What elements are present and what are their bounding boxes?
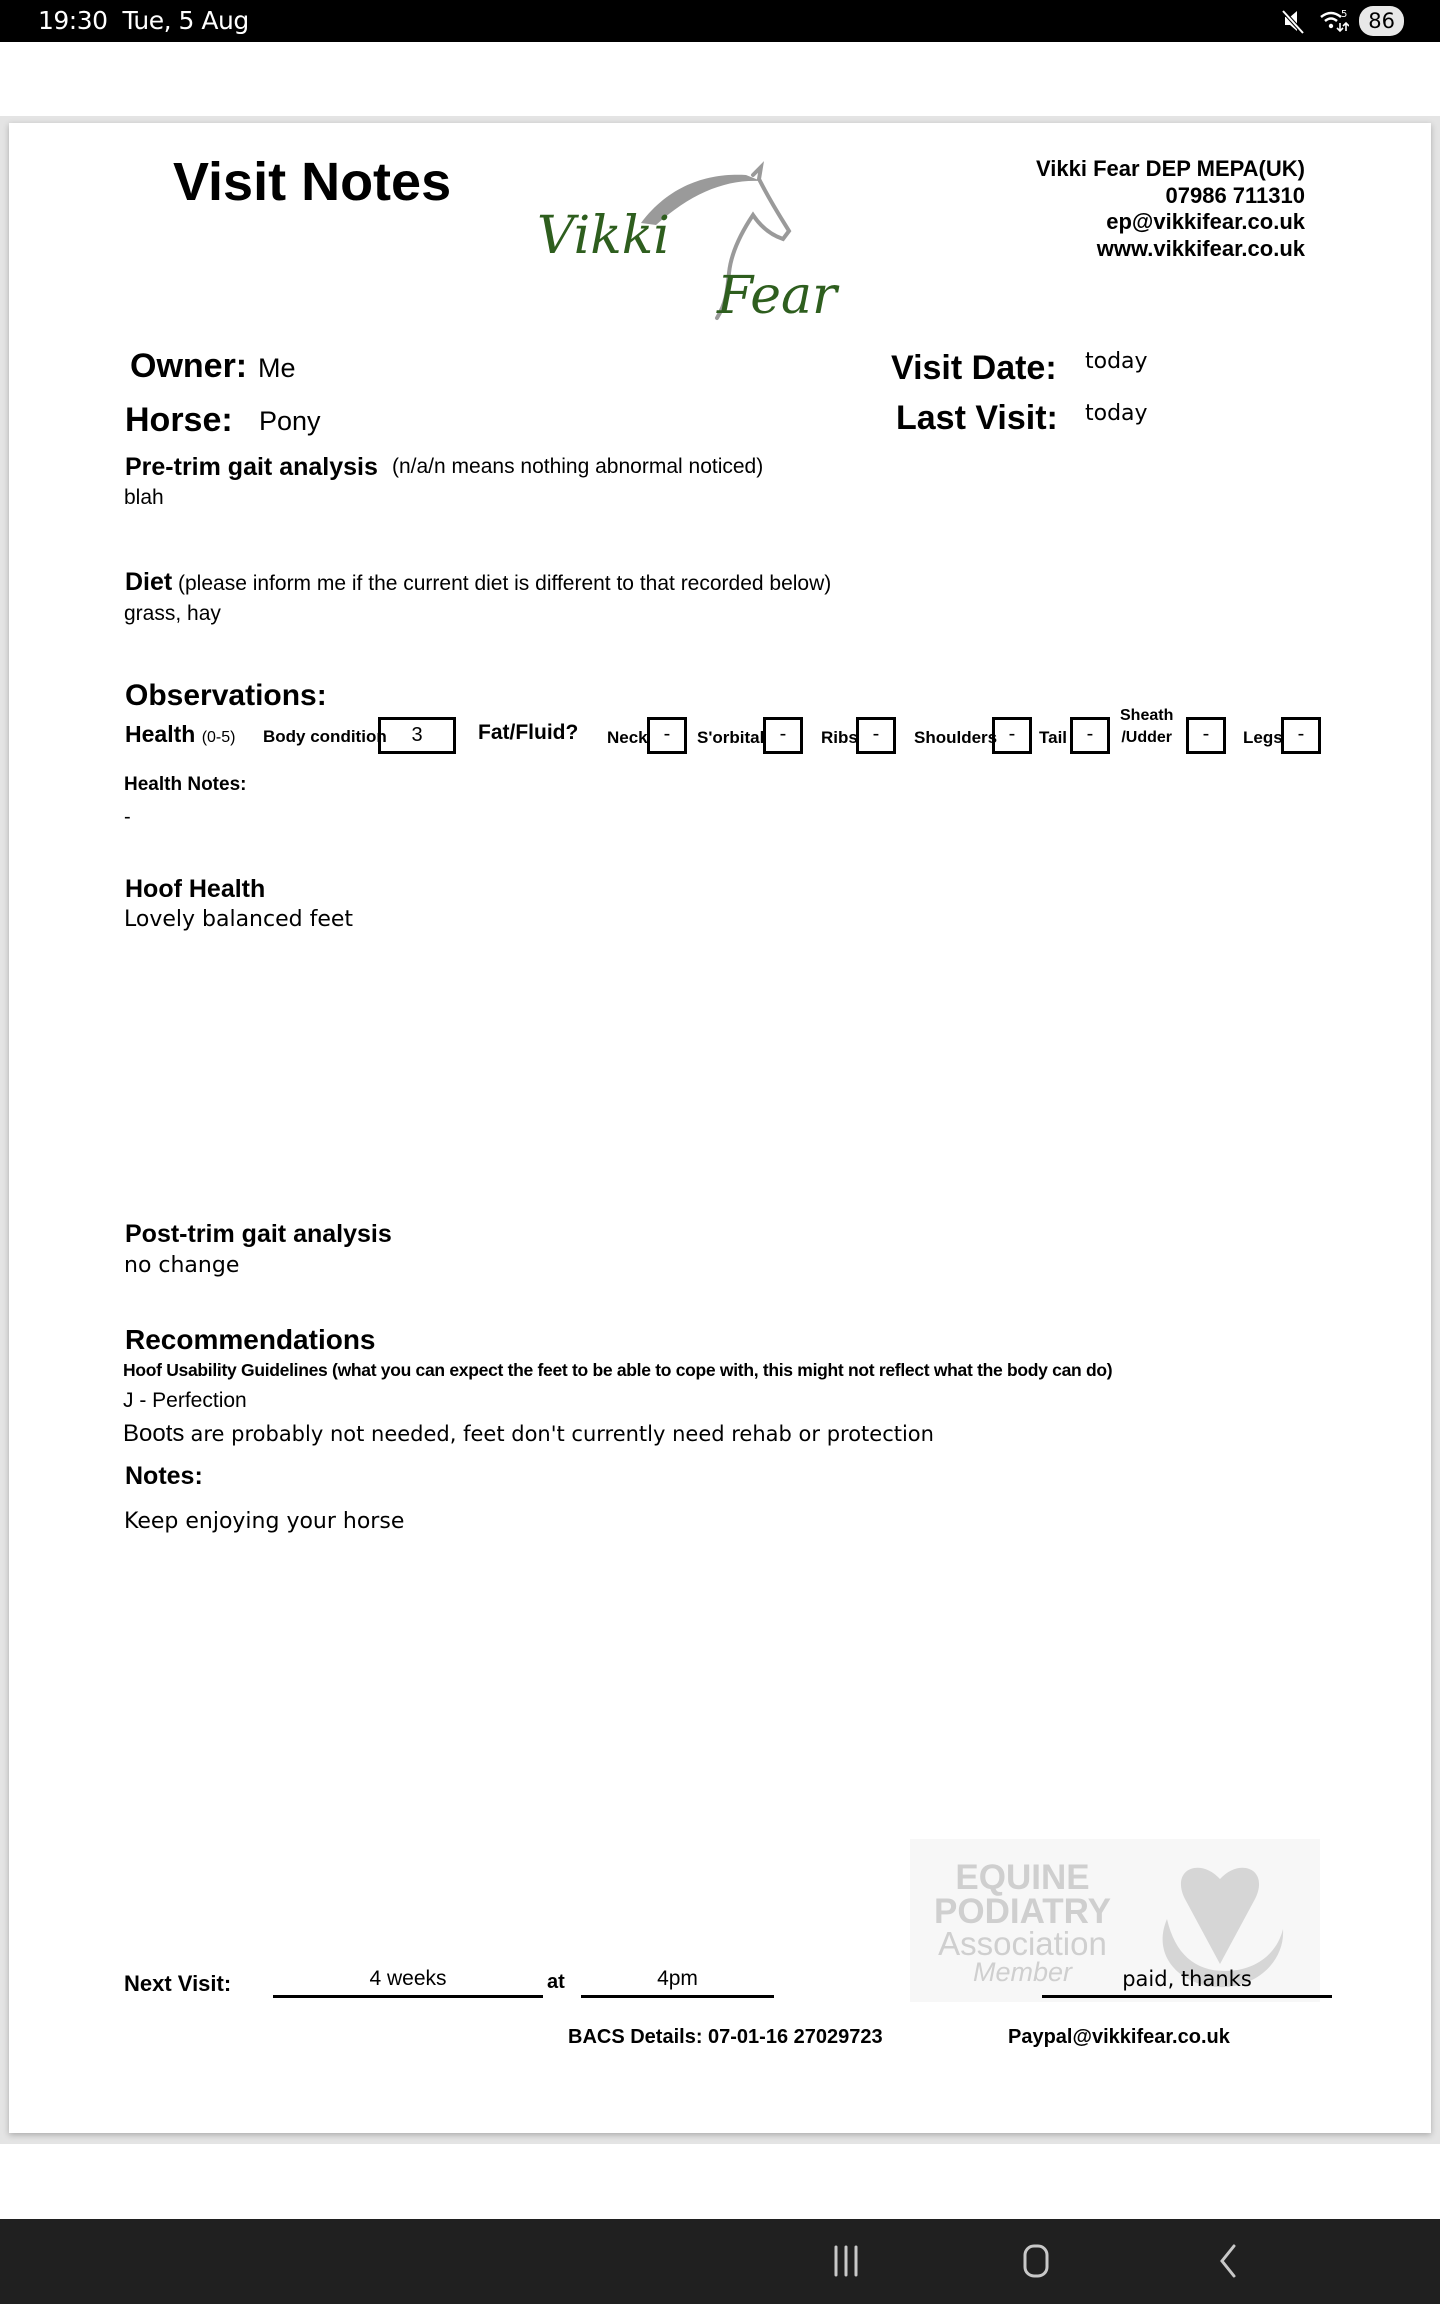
ribs-label: Ribs (821, 728, 858, 747)
body-condition-box: 3 (378, 717, 456, 754)
at-label: at (547, 1971, 565, 1993)
tail-box: - (1070, 717, 1110, 754)
shoulders-box: - (992, 717, 1032, 754)
status-time (38, 6, 249, 35)
status-bar (0, 0, 1440, 42)
last-visit-label: Last Visit: (896, 399, 1058, 437)
horse-label: Horse: (125, 401, 233, 439)
post-trim-value: no change (124, 1253, 240, 1278)
mute-icon (1279, 7, 1309, 35)
tail-label: Tail (1039, 728, 1068, 747)
recommendations-heading: Recommendations (125, 1324, 376, 1355)
wifi-icon (1319, 7, 1349, 35)
visit-date-value: today (1085, 349, 1148, 374)
health-label: Health (0-5) (125, 721, 236, 747)
fat-fluid-label: Fat/Fluid? (478, 721, 579, 744)
legs-box: - (1281, 717, 1321, 754)
next-visit-label: Next Visit: (124, 1971, 232, 1996)
payment-status: paid, thanks (1122, 1967, 1252, 1991)
boots-recommendation (123, 1420, 934, 1448)
back-icon[interactable] (1204, 2239, 1254, 2285)
diet-heading: Diet (125, 568, 173, 596)
page-title: Visit Notes (173, 152, 452, 212)
sorbital-label: S'orbital (697, 728, 765, 747)
payment-line (1042, 1995, 1332, 1998)
neck-box: - (647, 717, 687, 754)
contact-email: ep@vikkifear.co.uk (1106, 209, 1305, 234)
hoof-usability-level: J - Perfection (123, 1389, 247, 1412)
notes-value: Keep enjoying your horse (124, 1509, 405, 1534)
logo-text-vikki: Vikki (537, 206, 670, 266)
next-visit-when-line (273, 1995, 543, 1998)
recent-apps-icon[interactable] (822, 2239, 872, 2285)
owner-value: Me (258, 353, 296, 383)
boots-label: Boots (123, 1420, 185, 1447)
pre-trim-heading: Pre-trim gait analysis (125, 453, 378, 481)
contact-name: Vikki Fear DEP MEPA(UK) (1036, 156, 1305, 181)
last-visit-value: today (1085, 401, 1148, 426)
horse-value: Pony (259, 406, 321, 436)
diet-value: grass, hay (124, 602, 221, 625)
visit-notes-page (9, 123, 1431, 2133)
paypal-email: Paypal@vikkifear.co.uk (1008, 2026, 1230, 2048)
health-notes-value: - (124, 806, 131, 828)
health-notes-label: Health Notes: (124, 774, 247, 795)
health-row (123, 707, 1323, 757)
health-scale: (0-5) (201, 729, 236, 746)
pre-trim-value: blah (124, 486, 164, 509)
legs-label: Legs (1243, 728, 1283, 747)
home-icon[interactable] (1011, 2239, 1061, 2285)
sorbital-box: - (763, 717, 803, 754)
epa-text: EQUINE PODIATRY Association Member (934, 1858, 1111, 1987)
wifi-badge: 5 (1341, 9, 1348, 20)
pre-trim-note: (n/a/n means nothing abnormal noticed) (392, 455, 764, 478)
status-icons (1279, 6, 1404, 36)
next-visit-time-line (581, 1995, 774, 1998)
contact-website: www.vikkifear.co.uk (1096, 236, 1305, 261)
sheath-udder-box: - (1186, 717, 1226, 754)
clock: 19:30 (38, 6, 108, 35)
sheath-udder-label: Sheath /Udder (1120, 707, 1174, 746)
hoof-health-heading: Hoof Health (125, 875, 266, 903)
hoof-health-value: Lovely balanced feet (124, 907, 354, 932)
navigation-bar (0, 2219, 1440, 2304)
vikki-fear-logo (521, 153, 861, 323)
contact-phone: 07986 711310 (1165, 183, 1305, 208)
visit-date-label: Visit Date: (891, 349, 1057, 387)
owner-label: Owner: (130, 347, 248, 385)
notes-heading: Notes: (125, 1462, 203, 1490)
neck-label: Neck (607, 728, 648, 747)
logo-text-fear: Fear (717, 266, 837, 323)
hoof-usability-guidelines: Hoof Usability Guidelines (what you can expect the feet to be able to cope with, this might not reflect what the body can do) (123, 1360, 1113, 1380)
post-trim-heading: Post-trim gait analysis (125, 1220, 392, 1248)
bacs-details: BACS Details: 07-01-16 27029723 (568, 2026, 883, 2048)
battery-icon (1359, 6, 1404, 36)
battery-level: 86 (1368, 9, 1395, 33)
observations-heading: Observations: (125, 679, 327, 712)
next-visit-time: 4pm (657, 1967, 698, 1990)
diet-note: (please inform me if the current diet is different to that recorded below) (178, 572, 832, 595)
shoulders-label: Shoulders (914, 728, 998, 747)
ribs-box: - (856, 717, 896, 754)
boots-text: are probably not needed, feet don't currently need rehab or protection (190, 1422, 934, 1446)
date: Tue, 5 Aug (122, 6, 249, 35)
next-visit-when: 4 weeks (369, 1967, 447, 1990)
body-condition-label: Body condition (263, 727, 387, 746)
